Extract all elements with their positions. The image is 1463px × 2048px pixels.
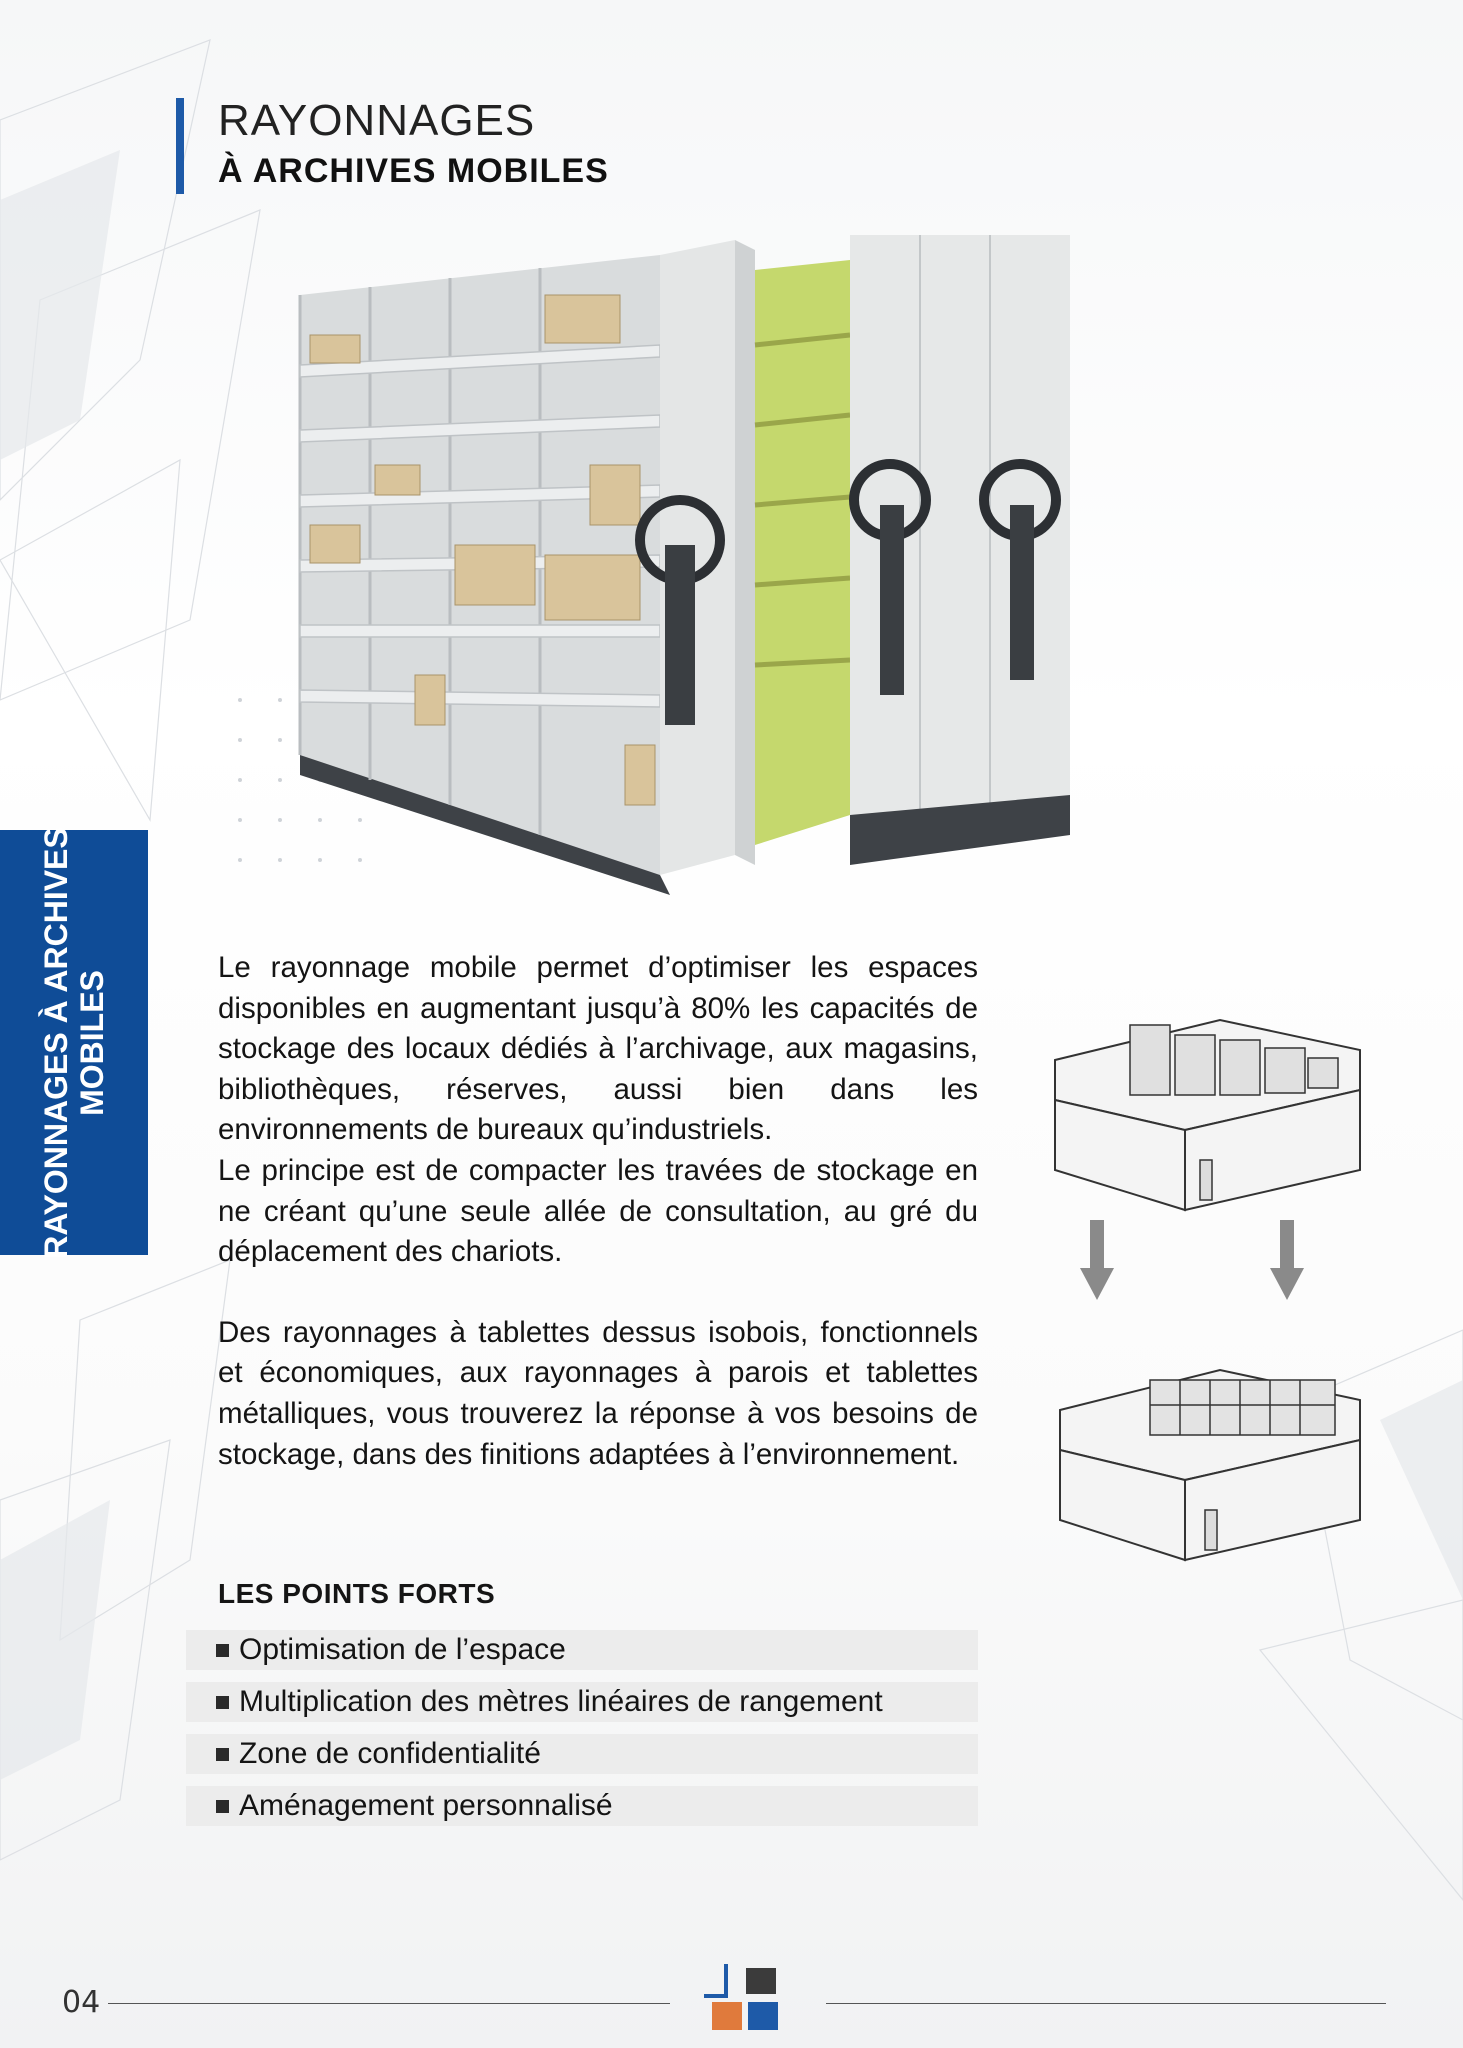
page-title: RAYONNAGES <box>218 96 536 145</box>
footer-divider-left <box>108 2003 670 2004</box>
key-point-text: Multiplication des mètres linéaires de rangement <box>239 1685 883 1718</box>
list-item <box>186 1682 978 1722</box>
bullet-square-icon <box>216 1696 229 1709</box>
key-point-text: Optimisation de l’espace <box>239 1633 566 1666</box>
key-point-text: Zone de confidentialité <box>239 1737 541 1770</box>
title-accent-bar <box>176 98 184 194</box>
bullet-square-icon <box>216 1748 229 1761</box>
list-item <box>186 1786 978 1826</box>
list-item <box>186 1630 978 1670</box>
layout-diagram <box>1050 1010 1390 1650</box>
mobile-shelving-image <box>290 235 1340 925</box>
paragraph-2: Le principe est de compacter les travées de stockage en ne créant qu’une seule allée de consultation, au gré du déplacement des chariots. <box>218 1153 978 1269</box>
company-logo-icon <box>700 1962 796 2042</box>
section-side-tab <box>0 826 148 1259</box>
bullet-square-icon <box>216 1644 229 1657</box>
key-point-text: Aménagement personnalisé <box>239 1789 613 1822</box>
side-tab-line2: MOBILES <box>74 969 110 1116</box>
description-text <box>218 948 978 1475</box>
key-points-title: LES POINTS FORTS <box>218 1578 496 1609</box>
bullet-square-icon <box>216 1800 229 1813</box>
side-tab-line1: RAYONNAGES À ARCHIVES <box>38 826 74 1259</box>
paragraph-1: Le rayonnage mobile permet d’optimiser les espaces disponibles en augmentant jusqu’à 80% les capacités de stockage des locaux dédiés à l’archivage, aux magasins, bibliothèques, réserves, aussi bien dans les environnements de bureaux qu’industriels. <box>218 951 978 1147</box>
page-number: 04 <box>62 1985 101 2020</box>
list-item <box>186 1734 978 1774</box>
footer-divider-right <box>826 2003 1386 2004</box>
paragraph-3: Des rayonnages à tablettes dessus isobois, fonctionnels et économiques, aux rayonnages à parois et tablettes métalliques, vous trouverez la réponse à vos besoins de stockage, dans des finitions adaptées à l’environnement. <box>218 1315 978 1471</box>
key-points-list <box>186 1630 978 1838</box>
page-subtitle: À ARCHIVES MOBILES <box>218 152 609 190</box>
